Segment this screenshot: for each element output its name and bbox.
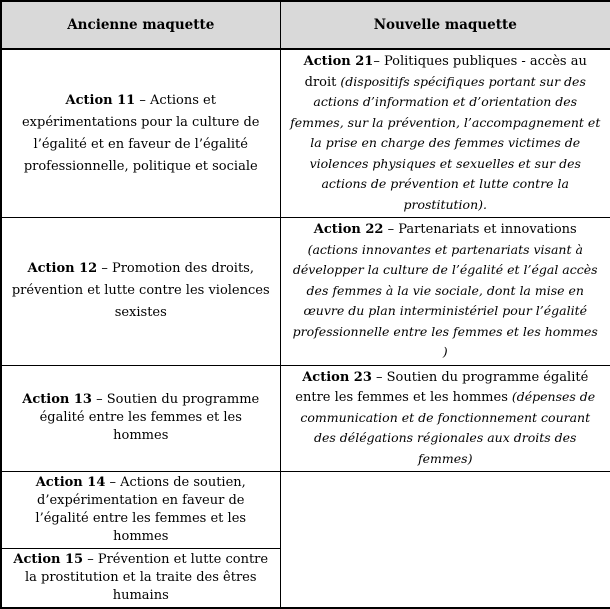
header-row xyxy=(1,1,610,49)
new-action-21-cell xyxy=(280,49,610,218)
action-13-title: – Soutien du programme égalité entre les femmes et les hommes xyxy=(39,392,260,444)
action-14-title: – Actions de soutien, d’expérimentation en faveur de l’égalité entre les femmes et les hommes xyxy=(35,475,247,544)
column-header-ancienne-maquette: Ancienne maquette xyxy=(1,1,280,49)
new-action-23-cell xyxy=(280,365,610,472)
table-row xyxy=(1,365,610,472)
action-12-title: – Promotion des droits, prévention et lutte contre les violences sexistes xyxy=(11,261,270,321)
action-15-label: Action 15 xyxy=(13,552,84,567)
old-action-14-cell xyxy=(1,472,280,549)
old-action-12-cell xyxy=(1,218,280,366)
action-21-title: – Politiques publiques - accès au droit xyxy=(304,54,587,90)
action-23-label: Action 23 xyxy=(302,369,372,385)
new-action-22-cell xyxy=(280,218,610,366)
action-22-detail: (actions innovantes et partenariats visant à développer la culture de l’égalité et l’égal accès des femmes à la vie sociale, dont la mise en œuvre du plan interministériel pour l’égalité professionnelle entre les femmes et les hommes ) xyxy=(292,241,598,359)
new-empty-cell xyxy=(280,472,610,609)
table-row xyxy=(1,218,610,366)
action-15-title: – Prévention et lutte contre la prostitution et la traite des êtres humains xyxy=(24,552,269,603)
action-22-title: – Partenariats et innovations xyxy=(383,222,577,237)
action-11-label: Action 11 xyxy=(65,92,136,108)
action-21-label: Action 21 xyxy=(303,54,374,69)
action-13-label: Action 13 xyxy=(22,392,92,408)
old-action-15-cell xyxy=(1,549,280,609)
action-12-label: Action 12 xyxy=(27,261,98,277)
action-21-detail: (dispositifs spécifiques portant sur des actions d’information et d’orientation des femmes, sur la prévention, l’accompagnement et la prise en charge des femmes victimes de violences physiques et sexuelles et sur des actions de prévention et lutte contre la prostitution). xyxy=(290,73,601,212)
table-row xyxy=(1,472,610,549)
action-22-label: Action 22 xyxy=(313,222,384,237)
action-23-detail: (dépenses de communication et de fonctionnement courant des délégations régionales aux droits des femmes) xyxy=(300,389,596,466)
old-action-11-cell xyxy=(1,49,280,218)
old-action-13-cell xyxy=(1,365,280,472)
column-header-nouvelle-maquette: Nouvelle maquette xyxy=(280,1,610,49)
table-row xyxy=(1,49,610,218)
action-14-label: Action 14 xyxy=(35,475,106,490)
action-11-title: – Actions et expérimentations pour la culture de l’égalité et en faveur de l’égalité professionnelle, politique et sociale xyxy=(21,92,260,174)
action-23-title: – Soutien du programme égalité entre les femmes et les hommes xyxy=(295,369,589,405)
